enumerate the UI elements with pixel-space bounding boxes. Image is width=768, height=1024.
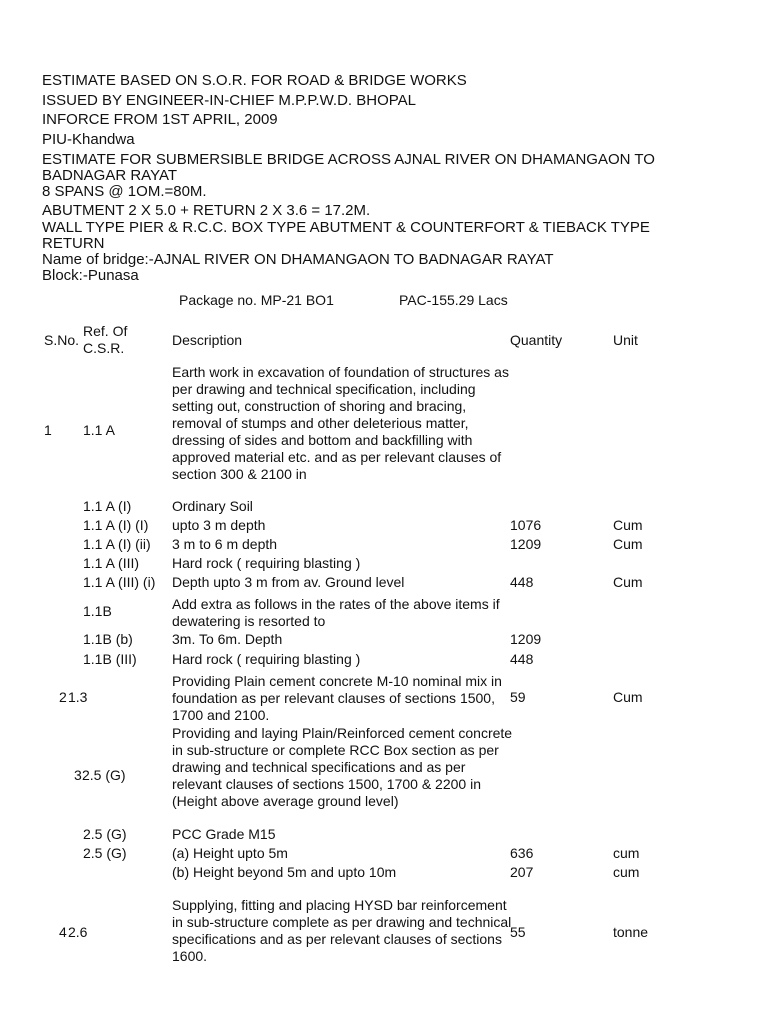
col-header-unit: Unit bbox=[613, 332, 638, 348]
row-ref: 2.5 (G) bbox=[82, 767, 126, 783]
row-ref: 1.1 A (I) (I) bbox=[83, 517, 149, 533]
row-description: upto 3 m depth bbox=[172, 517, 266, 533]
row-quantity: 55 bbox=[510, 924, 526, 940]
header-line-12: Block:-Punasa bbox=[42, 267, 139, 284]
row-description: PCC Grade M15 bbox=[172, 826, 276, 842]
col-header-quantity: Quantity bbox=[510, 332, 563, 348]
col-header-ref-line2: C.S.R. bbox=[83, 340, 125, 356]
row-unit: Cum bbox=[613, 517, 643, 533]
col-header-sno: S.No. bbox=[44, 332, 80, 348]
row-ref: 1.1 A (I) (ii) bbox=[83, 536, 151, 552]
row-quantity: 1209 bbox=[510, 536, 542, 552]
row-quantity: 448 bbox=[510, 651, 534, 667]
row-description: Providing and laying Plain/Reinforced cement concrete in sub-structure or complete RCC Box section as per drawing and technical specifications and as per relevant clauses of sections 1500, 1700 & 2200 in (Height above average ground level) bbox=[172, 725, 513, 809]
header-line-3: INFORCE FROM 1ST APRIL, 2009 bbox=[42, 111, 278, 128]
row-description: 3 m to 6 m depth bbox=[172, 536, 278, 552]
row-sno: 4 bbox=[59, 924, 67, 940]
header-line-8: ABUTMENT 2 X 5.0 + RETURN 2 X 3.6 = 17.2M. bbox=[42, 202, 371, 219]
header-line-7: 8 SPANS @ 1OM.=80M. bbox=[42, 183, 207, 200]
row-description: Hard rock ( requiring blasting ) bbox=[172, 555, 361, 571]
row-ref: 2.5 (G) bbox=[83, 826, 127, 842]
row-ref: 1.1 A (III) (i) bbox=[83, 574, 156, 590]
row-description: Providing Plain cement concrete M-10 nominal mix in foundation as per relevant clauses of sections 1500, 1700 and 2100. bbox=[172, 673, 502, 723]
row-description: (b) Height beyond 5m and upto 10m bbox=[172, 864, 397, 880]
row-quantity: 1076 bbox=[510, 517, 542, 533]
header-line-4: PIU-Khandwa bbox=[42, 131, 135, 148]
row-quantity: 59 bbox=[510, 689, 526, 705]
header-line-6: BADNAGAR RAYAT bbox=[42, 167, 178, 184]
row-description: Add extra as follows in the rates of the above items if dewatering is resorted to bbox=[172, 596, 500, 629]
row-ref: 1.1B (III) bbox=[83, 651, 137, 667]
row-quantity: 1209 bbox=[510, 631, 542, 647]
row-ref: 1.3 bbox=[68, 689, 88, 705]
row-description: Ordinary Soil bbox=[172, 498, 253, 514]
col-header-ref-line1: Ref. Of bbox=[83, 323, 128, 339]
header-line-11: Name of bridge:-AJNAL RIVER ON DHAMANGAON TO BADNAGAR RAYAT bbox=[42, 251, 554, 268]
header-line-10: RETURN bbox=[42, 235, 105, 252]
col-header-description: Description bbox=[172, 332, 243, 348]
row-unit: tonne bbox=[613, 924, 649, 940]
header-line-1: ESTIMATE BASED ON S.O.R. FOR ROAD & BRIDGE WORKS bbox=[42, 72, 467, 89]
row-unit: Cum bbox=[613, 536, 643, 552]
row-description: (a) Height upto 5m bbox=[172, 845, 288, 861]
row-unit: Cum bbox=[613, 574, 643, 590]
row-description: 3m. To 6m. Depth bbox=[172, 631, 283, 647]
row-ref: 1.1 A (I) bbox=[83, 498, 132, 514]
row-ref: 1.1B bbox=[83, 603, 112, 619]
row-ref: 1.1 A bbox=[83, 422, 115, 438]
header-line-2: ISSUED BY ENGINEER-IN-CHIEF M.P.P.W.D. BHOPAL bbox=[42, 92, 416, 109]
row-unit: cum bbox=[613, 864, 640, 880]
row-unit: Cum bbox=[613, 689, 643, 705]
row-unit: cum bbox=[613, 845, 640, 861]
row-ref: 1.1 A (III) bbox=[83, 555, 140, 571]
row-description: Hard rock ( requiring blasting ) bbox=[172, 651, 361, 667]
row-ref: 1.1B (b) bbox=[83, 631, 133, 647]
row-sno: 3 bbox=[74, 767, 82, 783]
row-sno: 2 bbox=[59, 689, 67, 705]
row-description: Earth work in excavation of foundation of structures as per drawing and technical specification, including setting out, construction of shoring and bracing, removal of stumps and other deleterious matter, dressing of sides and bottom and backfilling with approved material etc. and as per relevant clauses of section 300 & 2100 in bbox=[172, 364, 509, 482]
row-sno: 1 bbox=[44, 422, 52, 438]
row-ref: 2.6 bbox=[68, 924, 88, 940]
row-quantity: 636 bbox=[510, 845, 534, 861]
row-quantity: 448 bbox=[510, 574, 534, 590]
row-description: Depth upto 3 m from av. Ground level bbox=[172, 574, 405, 590]
header-line-5: ESTIMATE FOR SUBMERSIBLE BRIDGE ACROSS AJNAL RIVER ON DHAMANGAON TO bbox=[42, 151, 655, 168]
row-quantity: 207 bbox=[510, 864, 534, 880]
row-ref: 2.5 (G) bbox=[83, 845, 127, 861]
package-pac: PAC-155.29 Lacs bbox=[399, 292, 508, 308]
header-line-9: WALL TYPE PIER & R.C.C. BOX TYPE ABUTMENT & COUNTERFORT & TIEBACK TYPE bbox=[42, 219, 650, 236]
row-description: Supplying, fitting and placing HYSD bar reinforcement in sub-structure complete as per drawing and technical specifications and as per relevant clauses of sections 1600. bbox=[172, 897, 512, 964]
package-number: Package no. MP-21 BO1 bbox=[179, 292, 334, 308]
